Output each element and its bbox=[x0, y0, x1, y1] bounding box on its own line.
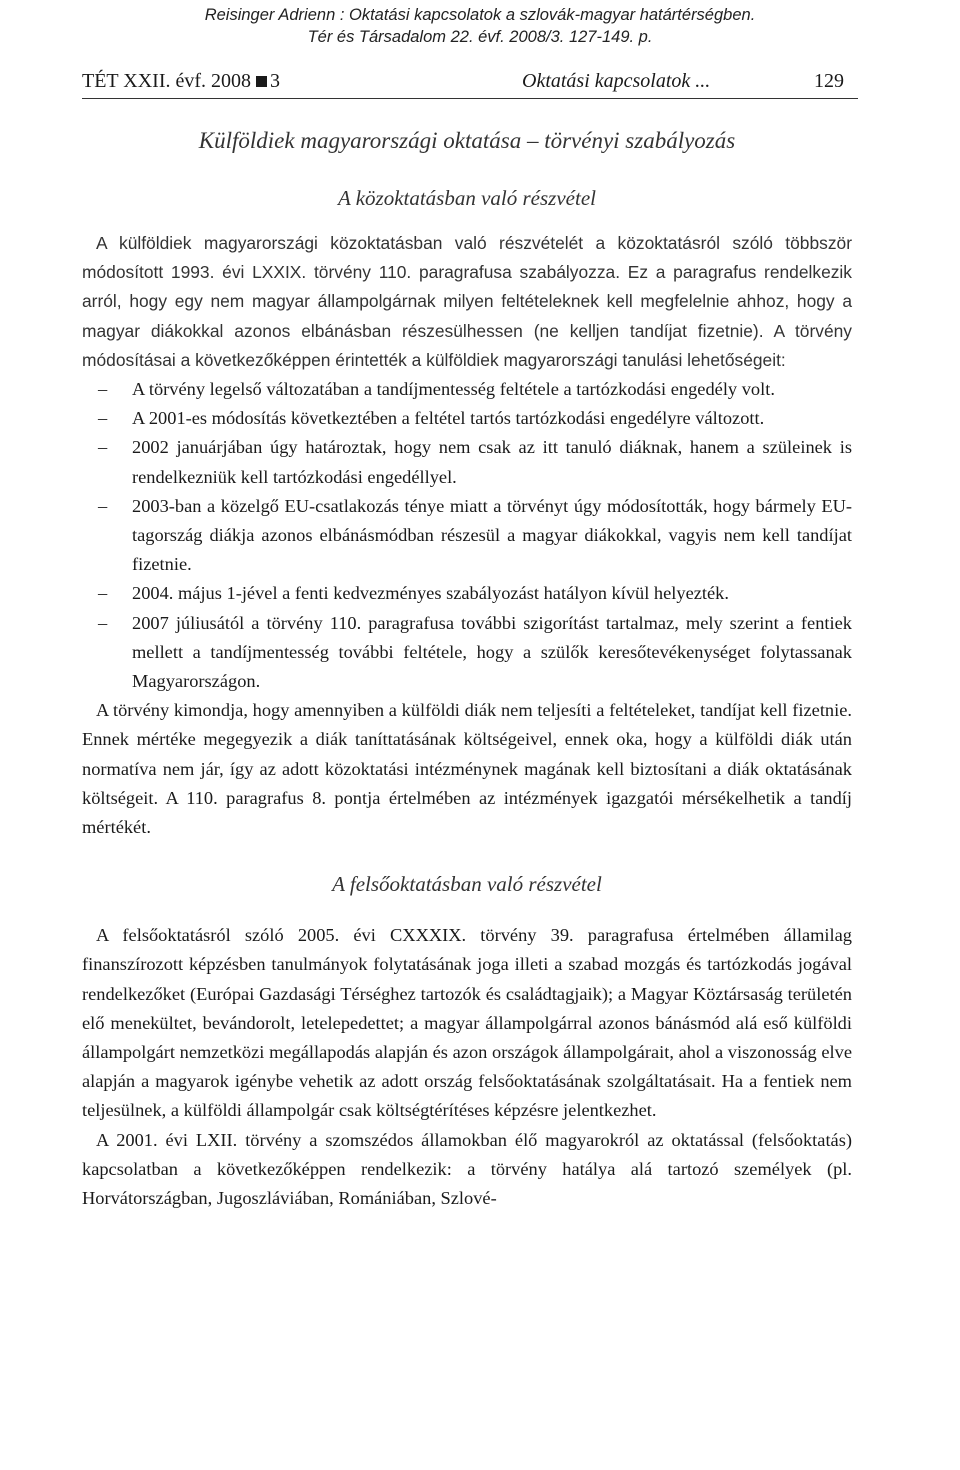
list-item bbox=[82, 579, 852, 608]
running-head bbox=[82, 70, 858, 99]
running-section-title: Oktatási kapcsolatok ... bbox=[522, 70, 711, 92]
dash-bullet-icon: – bbox=[98, 379, 108, 400]
main-title: Külföldiek magyarországi oktatása – törvényi szabályozás bbox=[198, 128, 736, 153]
dash-bullet-icon: – bbox=[98, 612, 108, 633]
section2-paragraph-2: A 2001. évi LXII. törvény a szomszédos államokban élő magyarokról az oktatással (felsőoktatás) kapcsolatban a következőképpen rendelkezik: a törvény hatálya alá tartozó személyek (pl. Horvátországban, Jugoszláviában, Romániában, Szlové- bbox=[82, 1129, 852, 1209]
citation-line-2: Tér és Társadalom 22. évf. 2008/3. 127-149. p. bbox=[307, 28, 653, 46]
section1-closing-paragraph: A törvény kimondja, hogy amennyiben a külföldi diák nem teljesíti a feltételeket, tandíjat kell fizetnie. Ennek mértéke megegyezik a diák taníttatásának költségeivel, ennek oka, hogy a külföldi diák után normatíva nem jár, így az adott közoktatási intézménynek magának kell biztosítani a diák oktatásának költségeit. A 110. paragrafus 8. pontja értelmében az intézmények igazgatói mérsékelhetik a tandíj mértékét. bbox=[82, 700, 852, 838]
citation-header bbox=[0, 4, 960, 48]
list-item bbox=[82, 433, 852, 491]
dash-bullet-icon: – bbox=[98, 583, 108, 604]
law-amendments-list bbox=[82, 375, 852, 696]
section-title-higher-education: A felsőoktatásban való részvétel bbox=[332, 872, 602, 897]
citation-line-1: Reisinger Adrienn : Oktatási kapcsolatok a szlovák-magyar határtérségben. bbox=[204, 6, 756, 24]
section2-paragraph-1: A felsőoktatásról szóló 2005. évi CXXXIX. törvény 39. paragrafusa értelmében államilag finanszírozott képzésben tanulmányok folytatásának joga illeti a szabad mozgás és tartózkodás jogával rendelkezőket (Európai Gazdasági Térséghez tartozók és családtagjaik); a Magyar Köztársaság területén elő menekültet, bevándorolt, letelepedettet; a magyar állampolgárral azonos bánásmód alá eső külföldi állampolgárt nemzetközi megállapodás alapján és azon országok állampolgárait, ahol a viszonosság elve alapján a magyarok igénybe vehetik az adott ország felsőoktatásának szolgáltatásait. Ha a fentiek nem teljesülnek, a külföldi állampolgár csak költségtérítéses képzésre jelentkezhet. bbox=[82, 925, 852, 1121]
list-item-text: 2004. május 1-jével a fenti kedvezményes szabályozást hatályon kívül helyezték. bbox=[132, 583, 729, 604]
list-item bbox=[82, 609, 852, 697]
section-title-public-education: A közoktatásban való részvétel bbox=[338, 186, 596, 210]
list-item bbox=[82, 375, 852, 404]
issue-number: 3 bbox=[270, 70, 281, 92]
journal-name: TÉT XXII. évf. 2008 bbox=[82, 70, 252, 92]
list-item-text: 2007 júliusától a törvény 110. paragrafusa további szigorítást tartalmaz, mely szerint a fentiek mellett a tandíjmentesség további feltétele, hogy a szülők keresőtevékenységet folytassanak Magyarországon. bbox=[132, 612, 852, 692]
dash-bullet-icon: – bbox=[98, 408, 108, 429]
list-item-text: 2002 januárjában úgy határoztak, hogy nem csak az itt tanuló diáknak, hanem a szüleinek is rendelkezniük kell tartózkodási engedéllyel. bbox=[132, 437, 852, 487]
article-body bbox=[82, 128, 852, 1213]
list-item-text: A 2001-es módosítás következtében a feltétel tartós tartózkodási engedélyre változott. bbox=[132, 408, 765, 429]
section1-intro-paragraph: A külföldiek magyarországi közoktatásban való részvételét a közoktatásról szóló többször módosított 1993. évi LXXIX. törvény 110. paragrafusa szabályozza. Ez a paragrafus rendelkezik arról, hogy egy nem magyar állampolgárnak milyen feltételeknek kell megfelelnie ahhoz, hogy a magyar diákokkal azonos elbánásban részesülhessen (ne kelljen tandíjat fizetnie). A törvény módosításai a következőképpen érintették a külföldiek magyarországi tanulási lehetőségeit: bbox=[82, 233, 852, 370]
list-item bbox=[82, 492, 852, 580]
dash-bullet-icon: – bbox=[98, 437, 108, 458]
list-item bbox=[82, 404, 852, 433]
square-bullet-icon bbox=[256, 76, 267, 87]
list-item-text: A törvény legelső változatában a tandíjmentesség feltétele a tartózkodási engedély volt. bbox=[132, 379, 775, 400]
dash-bullet-icon: – bbox=[98, 495, 108, 516]
list-item-text: 2003-ban a közelgő EU-csatlakozás ténye miatt a törvényt úgy módosították, hogy bármely EU-tagország diákja azonos elbánásmódban részesül a magyar diákokkal, vagyis nem kell tandíjat fizetnie. bbox=[132, 495, 852, 575]
journal-info bbox=[82, 70, 280, 93]
page-number: 129 bbox=[814, 70, 844, 92]
